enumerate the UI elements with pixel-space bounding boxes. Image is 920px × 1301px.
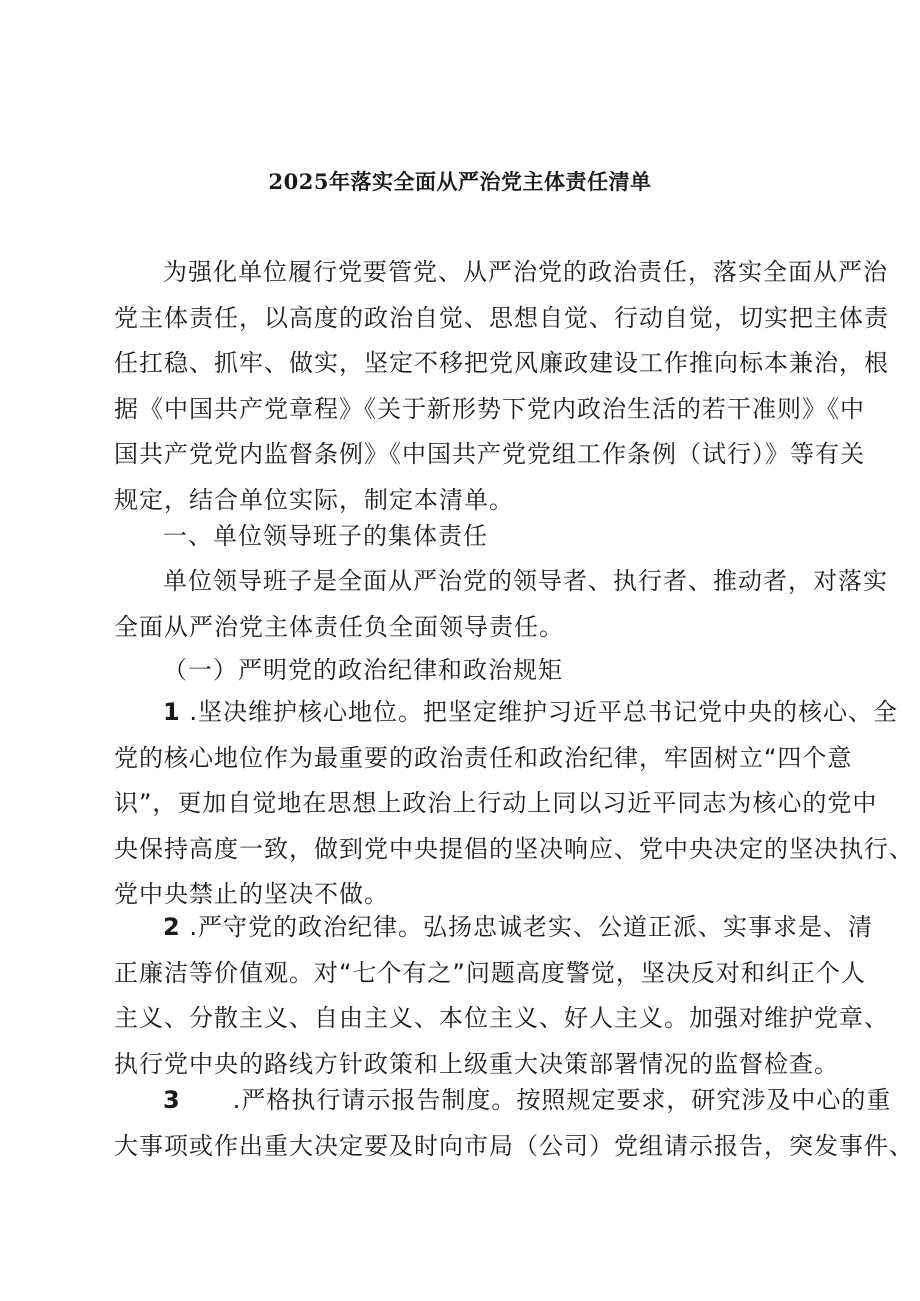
intro-line: 据《中国共产党章程》《关于新形势下党内政治生活的若干准则》《中: [114, 394, 865, 423]
document-title: 2025年落实全面从严治党主体责任清单: [268, 169, 652, 194]
list-item-2: [114, 905, 889, 1087]
intro-line: 国共产党党内监督条例》《中国共产党党组工作条例（试行）》等有关: [114, 440, 865, 468]
section-line: 单位领导班子是全面从严治党的领导者、执行者、推动者，对落实: [163, 567, 888, 595]
item-number: 2: [163, 913, 181, 941]
list-item-3: [114, 1078, 914, 1169]
item-number: 3: [163, 1086, 181, 1114]
item-number: 1: [163, 698, 181, 726]
item-text: .严格执行请示报告制度。按照规定要求，研究涉及中心的重: [232, 1086, 892, 1114]
list-item-first-line: [114, 690, 898, 736]
section-heading-text: 一、单位领导班子的集体责任: [163, 522, 488, 550]
subsection-heading-text: （一）严明党的政治纪律和政治规矩: [163, 656, 563, 684]
intro-line: 党主体责任，以高度的政治自觉、思想自觉、行动自觉，切实把主体责: [114, 303, 889, 332]
intro-line: 任扛稳、抓牢、做实，坚定不移把党风廉政建设工作推向标本兼治，根: [114, 349, 889, 377]
subsection-heading: [114, 648, 834, 694]
list-item-first-line: [114, 1078, 892, 1124]
intro-paragraph: [114, 250, 889, 523]
intro-line: 为强化单位履行党要管党、从严治党的政治责任，落实全面从严治: [163, 258, 888, 286]
item-text: .坚决维护核心地位。把坚定维护习近平总书记党中央的核心、全: [189, 698, 898, 726]
list-item-line: 央保持高度一致，做到党中央提倡的坚决响应、党中央决定的坚决执行、: [114, 834, 914, 863]
list-item-line: 识”，更加自觉地在思想上政治上行动上同以习近平同志为核心的党中: [114, 789, 878, 817]
list-item-line: 正廉洁等价值观。对“七个有之”问题高度警觉，坚决反对和纠正个人: [114, 958, 866, 987]
item-text: .严守党的政治纪律。弘扬忠诚老实、公道正派、实事求是、清: [189, 913, 873, 941]
list-item-line: 党的核心地位作为最重要的政治责任和政治纪律，牢固树立“四个意: [114, 743, 853, 772]
section-line: 全面从严治党主体责任负全面领导责任。: [114, 612, 564, 641]
list-item-line: 主义、分散主义、自由主义、本位主义、好人主义。加强对维护党章、: [114, 1004, 889, 1032]
list-item-1: [114, 690, 914, 918]
section-heading: [114, 514, 834, 560]
list-item-line: 执行党中央的路线方针政策和上级重大决策部署情况的监督检查。: [114, 1049, 839, 1078]
section-paragraph: [114, 559, 888, 650]
list-item-line: 大事项或作出重大决定要及时向市局（公司）党组请示报告，突发事件、: [114, 1131, 914, 1160]
list-item-first-line: [114, 905, 873, 951]
intro-line: 规定，结合单位实际，制定本清单。: [114, 485, 514, 514]
list-item-line: 党中央禁止的坚决不做。: [114, 880, 389, 908]
